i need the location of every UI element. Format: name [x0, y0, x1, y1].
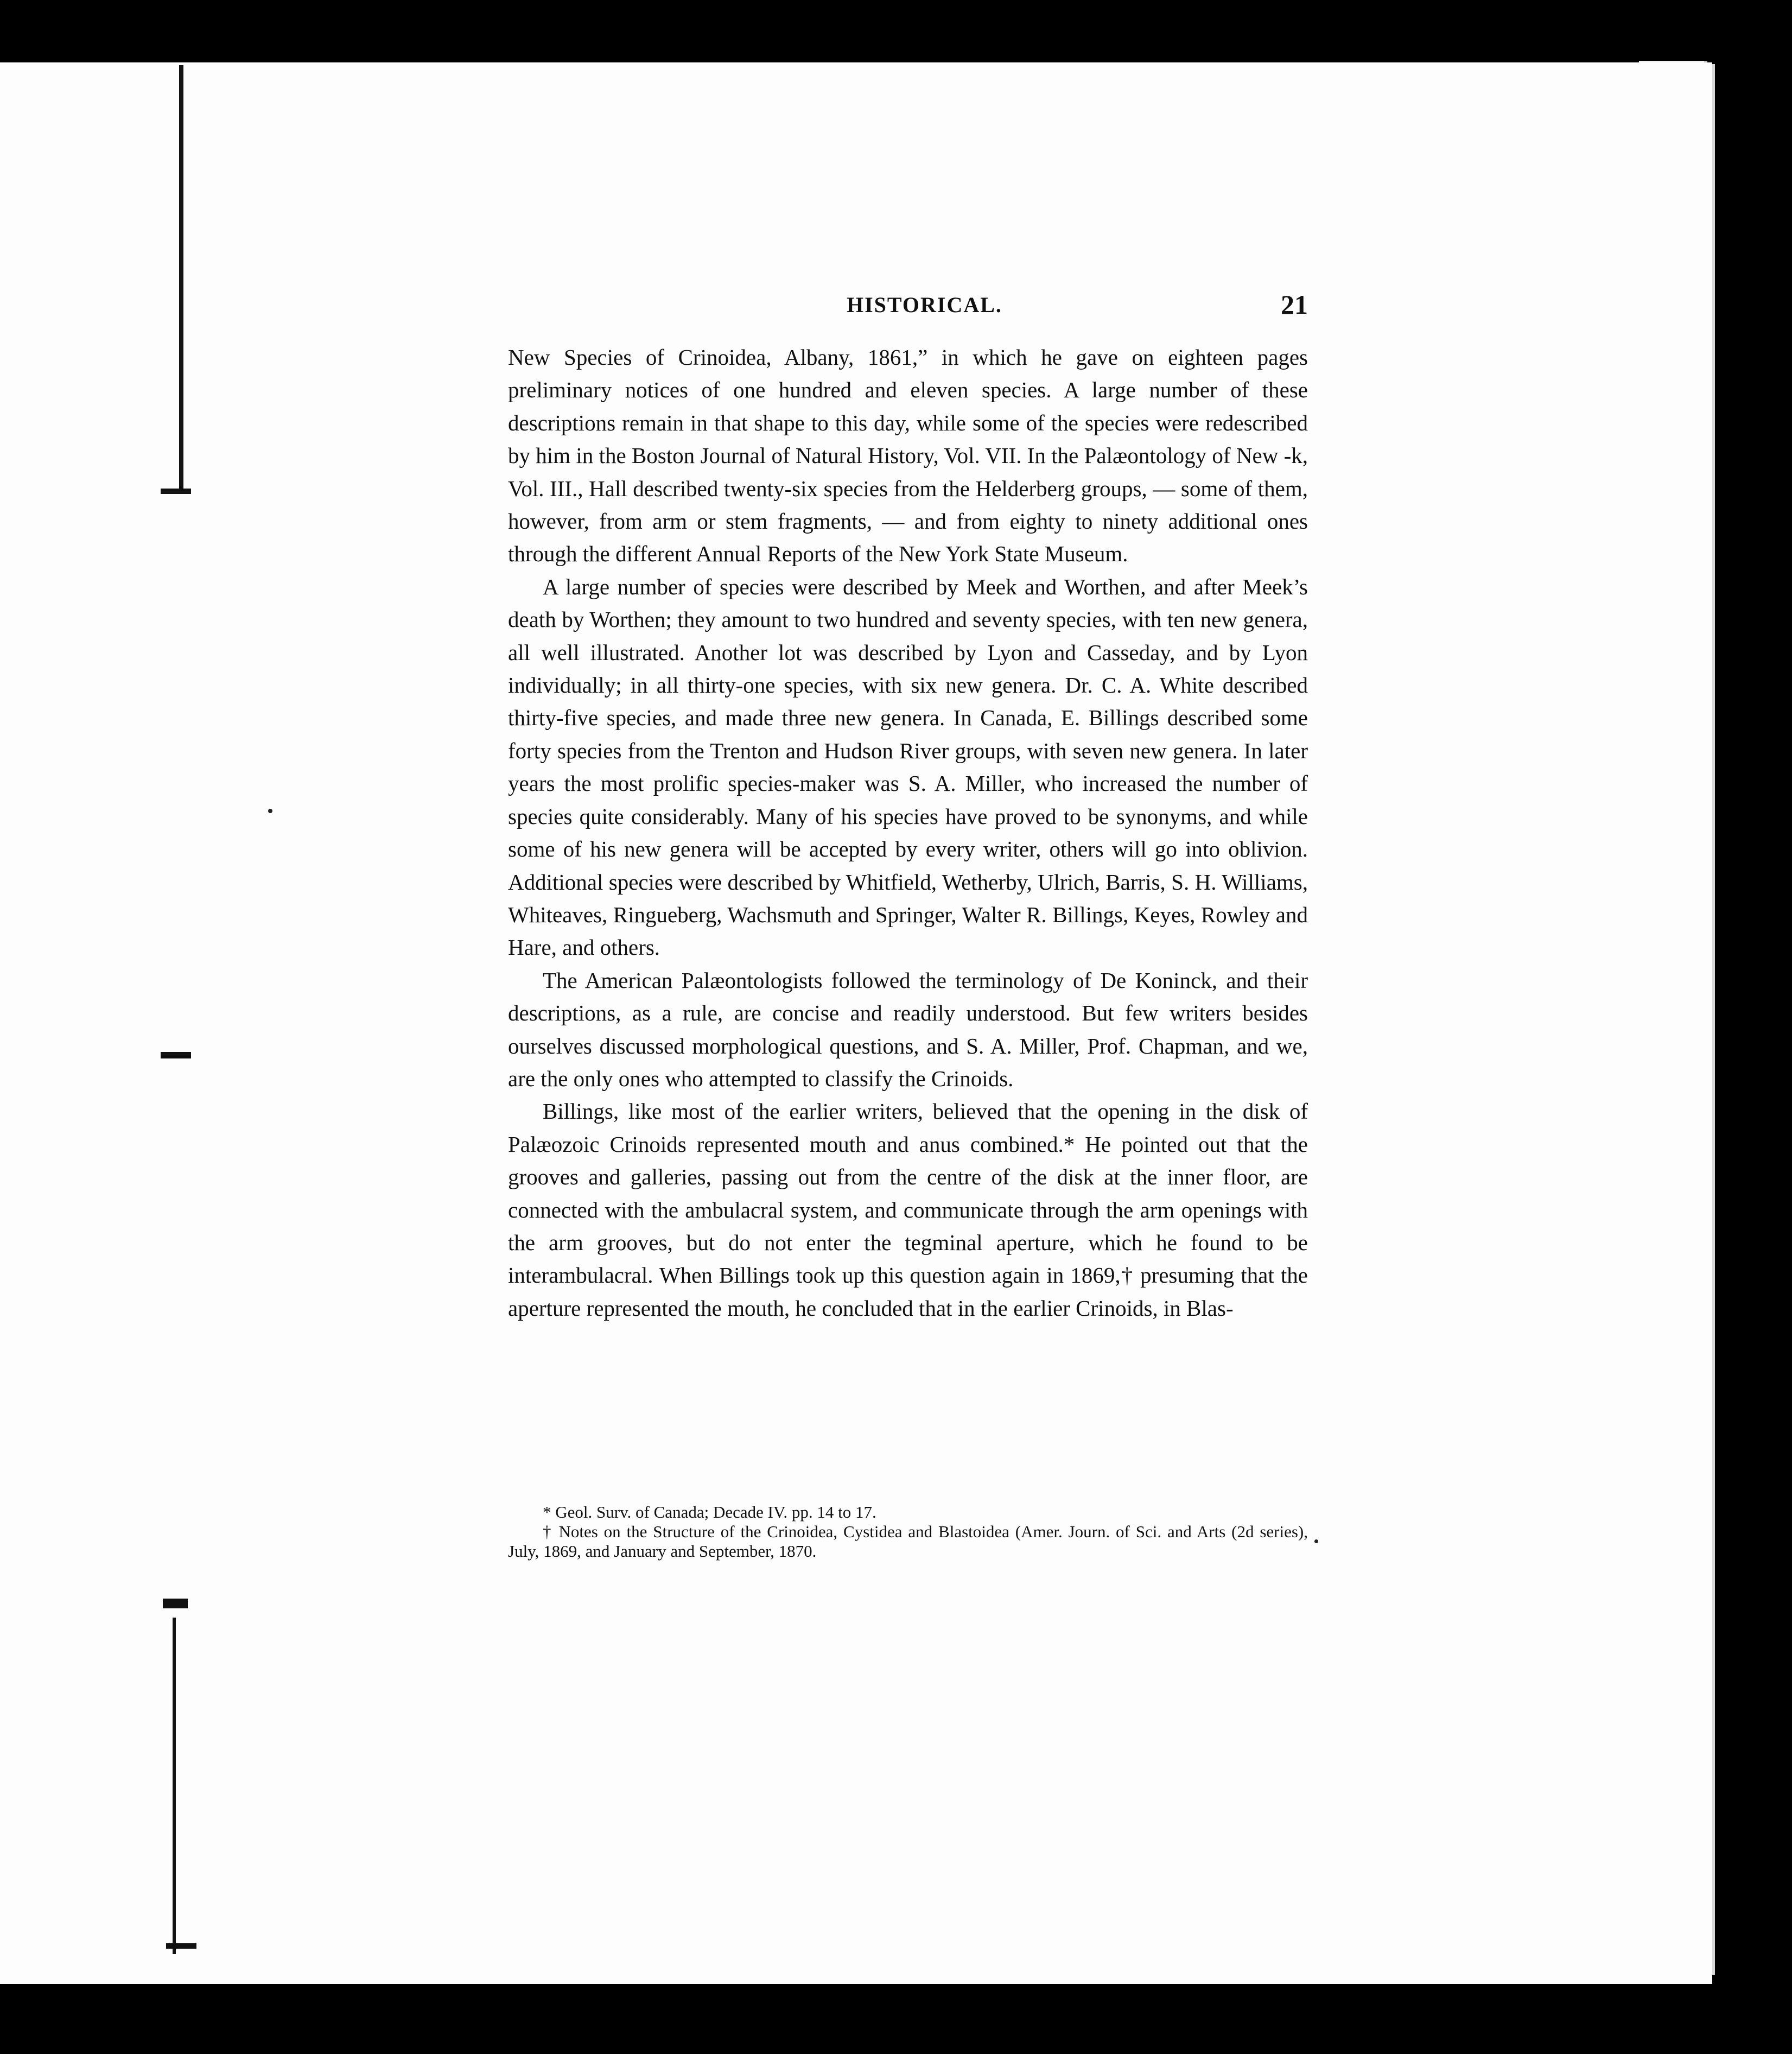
paper-speck — [268, 809, 272, 813]
binding-mark — [163, 1599, 188, 1608]
footnote: † Notes on the Structure of the Crinoidea, Cystidea and Blastoidea (Amer. Journ. of Sci. and Arts (2d series), July, 1869, and January and September, 1870. — [508, 1522, 1308, 1561]
paragraph: Billings, like most of the earlier writers, believed that the opening in the disk of Palæozoic Crinoids represented mouth and anus combined.* He pointed out that the grooves and galleries, passing out from the centre of the disk at the inner floor, are connected with the ambulacral system, and communicate through the arm openings with the arm grooves, but do not enter the tegminal aperture, which he found to be interambulacral. When Billings took up this question again in 1869,† presuming that the aperture represented the mouth, he concluded that in the earlier Crinoids, in Blas- — [508, 1099, 1308, 1321]
binding-thread — [179, 65, 183, 494]
footnotes — [508, 1503, 1308, 1561]
page-number: 21 — [1281, 289, 1308, 320]
paragraph: New Species of Crinoidea, Albany, 1861,” in which he gave on eighteen pages preliminary notices of one hundred and eleven species. A large number of these descriptions remain in that shape to this day, while some of the species were redescribed by him in the Boston Journal of Natural History, Vol. VII. In the Palæontology of New ‑k, Vol. III., Hall described twenty-six species from the Helderberg groups, — some of them, however, from arm or stem fragments, — and from eighty to ninety additional ones through the different Annual Reports of the New York State Museum. — [508, 345, 1308, 567]
binding-thread — [173, 1618, 176, 1954]
paper-speck — [1314, 1539, 1318, 1543]
binding-mark — [166, 1943, 196, 1949]
binding-mark — [161, 489, 191, 494]
footnote: * Geol. Surv. of Canada; Decade IV. pp. 14 to 17. — [543, 1503, 876, 1522]
page-header — [510, 289, 1308, 330]
paragraph: The American Palæontologists followed the terminology of De Koninck, and their descriptions, as a rule, are concise and readily understood. But few writers besides ourselves discussed morphological questions, and S. A. Miller, Prof. Chapman, and we, are the only ones who attempted to classify the Crinoids. — [508, 967, 1308, 1091]
binding-mark — [161, 1052, 191, 1058]
running-head: HISTORICAL. — [847, 293, 1002, 317]
body-text — [508, 341, 1308, 1324]
paragraph: A large number of species were described by Meek and Worthen, and after Meek’s death by Worthen; they amount to two hundred and seventy species, with ten new genera, all well illustrated. Another lot was described by Lyon and Casseday, and by Lyon individually; in all thirty-one species, with six new genera. Dr. C. A. White described thirty-five species, and made three new genera. In Canada, E. Billings described some forty species from the Trenton and Hudson River groups, with seven new genera. In later years the most prolific species-maker was S. A. Miller, who increased the number of species quite considerably. Many of his species have proved to be synonyms, and while some of his new genera will be accepted by every writer, others will go into oblivion. Additional species were described by Whitfield, Wetherby, Ulrich, Barris, S. H. Williams, Whiteaves, Ringueberg, Wachsmuth and Springer, Walter R. Billings, Keyes, Rowley and Hare, and others. — [508, 574, 1308, 960]
